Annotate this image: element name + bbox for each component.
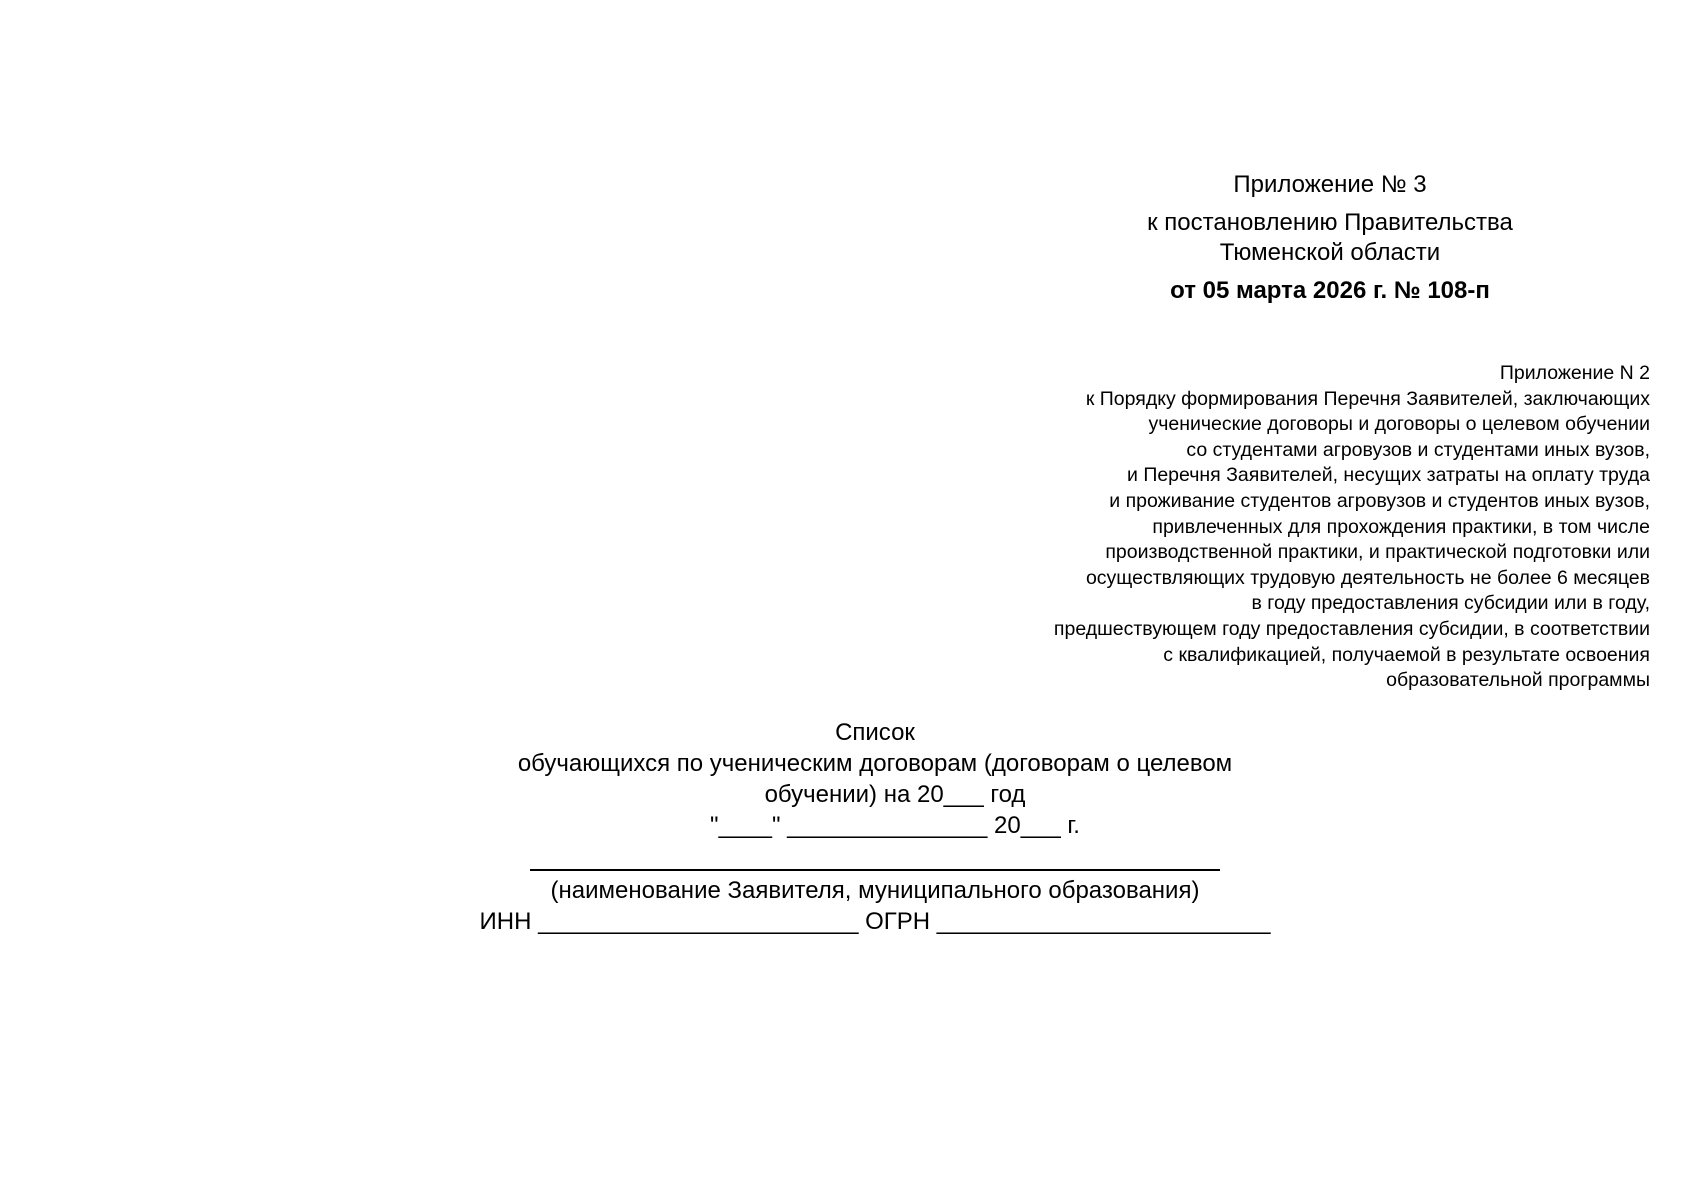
appendix-3-title: Приложение № 3 <box>1233 171 1427 198</box>
inn-ogrn-line: ИНН ________________________ ОГРН _________________________ <box>479 908 1271 935</box>
appendix-2-line: образовательной программы <box>1386 669 1650 692</box>
appendix-2-line: производственной практики, и практической подготовки или <box>1105 541 1650 564</box>
appendix-3-date-number: от 05 марта 2026 г. № 108-п <box>1170 277 1490 304</box>
appendix-2-line: ученические договоры и договоры о целевом обучении <box>1148 413 1650 436</box>
list-subtitle-line-2: обучении) на 20___ год <box>764 781 1026 808</box>
appendix-2-line: и Перечня Заявителей, несущих затраты на оплату труда <box>1127 464 1650 487</box>
appendix-2-line: со студентами агровузов и студентами иных вузов, <box>1186 438 1650 461</box>
applicant-name-blank <box>530 847 1220 871</box>
list-subtitle-line-1: обучающихся по ученическим договорам (договорам о целевом <box>517 750 1233 777</box>
appendix-3-header <box>1090 170 1570 306</box>
appendix-2-line: привлеченных для прохождения практики, в том числе <box>1152 515 1650 538</box>
list-date-line: "____" _______________ 20___ г. <box>710 812 1080 839</box>
applicant-caption: (наименование Заявителя, муниципального образования) <box>550 877 1200 904</box>
appendix-2-line: осуществляющих трудовую деятельность не более 6 месяцев <box>1085 566 1650 589</box>
appendix-2-header <box>890 361 1650 694</box>
appendix-3-resolution-line-1: к постановлению Правительства <box>1147 209 1513 236</box>
appendix-2-line: в году предоставления субсидии или в году, <box>1251 592 1650 615</box>
appendix-2-line: Приложение N 2 <box>1499 362 1650 384</box>
appendix-3-resolution-line-2: Тюменской области <box>1219 239 1441 266</box>
appendix-2-line: к Порядку формирования Перечня Заявителей, заключающих <box>1085 387 1650 410</box>
appendix-2-line: с квалификацией, получаемой в результате освоения <box>1163 643 1650 666</box>
list-heading: Список <box>835 719 915 746</box>
appendix-2-line: предшествующем году предоставления субсидии, в соответствии <box>1053 617 1650 640</box>
appendix-2-line: и проживание студентов агровузов и студентов иных вузов, <box>1109 489 1650 512</box>
list-heading-block <box>440 717 1310 937</box>
